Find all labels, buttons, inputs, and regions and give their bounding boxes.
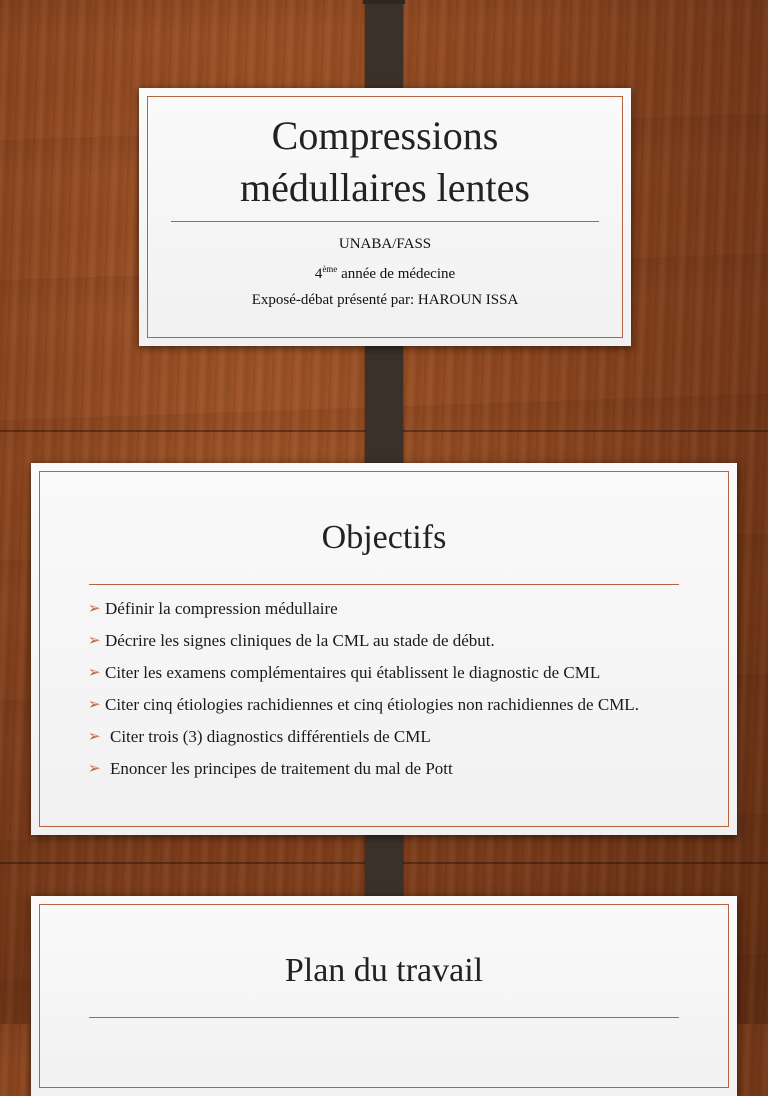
slide-plan[interactable]: [31, 896, 737, 1096]
arrow-bullet-icon: ➢: [88, 697, 101, 713]
list-item: [88, 757, 688, 781]
slide-frame: [39, 904, 729, 1088]
year-number: 4: [314, 266, 323, 282]
slide-heading: Objectifs: [321, 519, 447, 556]
list-item-text: Citer cinq étiologies rachidiennes et cinq étiologies non rachidiennes de CML.: [105, 695, 639, 714]
list-item-text: Citer les examens complémentaires qui établissent le diagnostic de CML: [105, 663, 601, 682]
list-item: [88, 725, 688, 749]
list-item-text: Enoncer les principes de traitement du mal de Pott: [110, 759, 453, 778]
arrow-bullet-icon: ➢: [88, 665, 101, 681]
institution-text: UNABA/FASS: [338, 236, 432, 252]
heading-divider: [89, 1017, 679, 1018]
arrow-bullet-icon: ➢: [88, 761, 101, 777]
slide-heading: Plan du travail: [284, 952, 484, 989]
list-item-text: Citer trois (3) diagnostics différentiels de CML: [110, 727, 431, 746]
slide-title-line-2: médullaires lentes: [240, 165, 530, 210]
arrow-bullet-icon: ➢: [88, 729, 101, 745]
objectives-list: [88, 597, 688, 789]
presenter-text: Exposé-débat présenté par: HAROUN ISSA: [251, 292, 519, 308]
year-suffix: ème: [322, 264, 338, 274]
slide-objectifs[interactable]: [31, 463, 737, 835]
list-item-text: Décrire les signes cliniques de la CML au stade de début.: [105, 631, 495, 650]
heading-divider: [89, 584, 679, 585]
list-item: [88, 597, 688, 621]
arrow-bullet-icon: ➢: [88, 601, 101, 617]
arrow-bullet-icon: ➢: [88, 633, 101, 649]
list-item: [88, 629, 688, 653]
list-item: [88, 693, 688, 717]
slide-title-line-1: Compressions: [271, 113, 499, 158]
slide-title[interactable]: [139, 88, 631, 346]
list-item-text: Définir la compression médullaire: [105, 599, 338, 618]
title-divider: [171, 221, 599, 222]
list-item: [88, 661, 688, 685]
ribbon-connector: [365, 332, 403, 480]
year-text: [139, 264, 631, 283]
year-rest: année de médecine: [337, 266, 456, 282]
